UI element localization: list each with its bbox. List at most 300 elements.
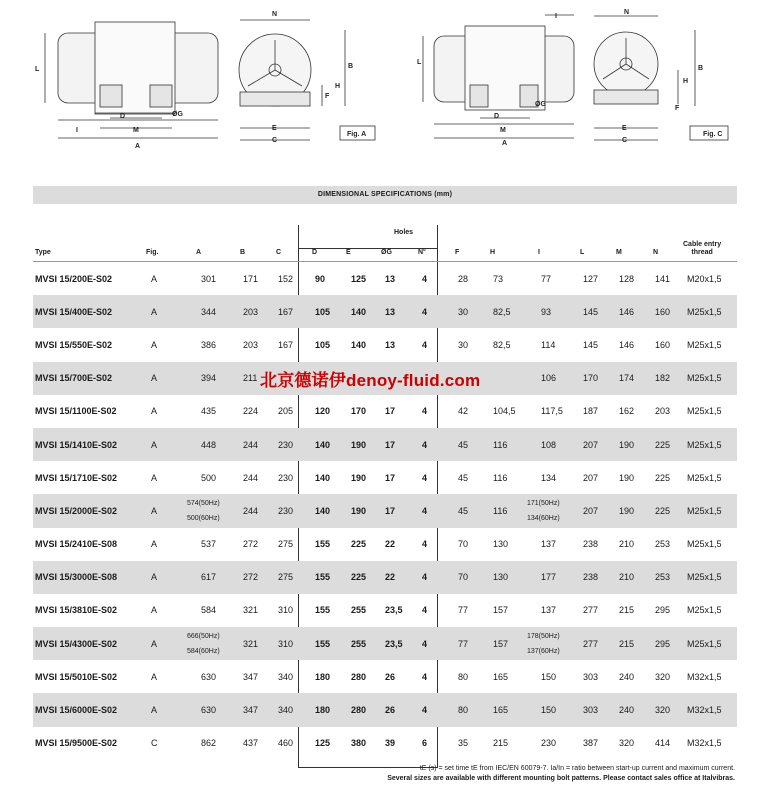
svg-text:F: F	[675, 105, 680, 112]
cell-i: 178(50Hz) 137(60Hz)	[527, 632, 560, 655]
cell-g: 23,5	[385, 638, 403, 649]
cell-c: 167	[278, 306, 294, 317]
cell-fig: A	[151, 671, 158, 682]
cell-g: 13	[385, 273, 396, 284]
cell-nh: 6	[422, 738, 428, 749]
cell-m: 174	[619, 373, 635, 384]
cell-type: MVSI 15/2000E-S02	[35, 505, 118, 516]
cell-l: 127	[583, 273, 599, 284]
cell-g: 13	[385, 306, 396, 317]
footnote-2: Several sizes are available with different mounting bolt patterns. Please contact sales office at Italvibras.	[387, 775, 735, 782]
cell-d: 140	[315, 505, 331, 516]
cell-h: 165	[493, 705, 509, 716]
cell-d: 180	[315, 705, 331, 716]
cell-f: 70	[458, 539, 469, 550]
cell-b: 347	[243, 671, 259, 682]
cell-a: 617	[201, 572, 217, 583]
cell-n: 320	[655, 705, 671, 716]
cell-m: 240	[619, 705, 635, 716]
cell-l: 187	[583, 406, 599, 417]
cell-d: 155	[315, 605, 331, 616]
header-i: I	[538, 249, 540, 256]
cell-fig: A	[151, 705, 158, 716]
header-c: C	[276, 249, 282, 256]
cell-fig: A	[151, 539, 158, 550]
cell-nh: 4	[422, 439, 428, 450]
cell-l: 207	[583, 439, 599, 450]
svg-text:B: B	[698, 65, 704, 72]
cell-b: 244	[243, 505, 259, 516]
cell-fig: A	[151, 572, 158, 583]
table-row	[33, 727, 737, 760]
cell-h: 165	[493, 671, 509, 682]
cell-b: 203	[243, 306, 259, 317]
cell-e: 280	[351, 705, 367, 716]
cell-f: 45	[458, 439, 469, 450]
cell-n: 225	[655, 472, 671, 483]
cell-b: 211	[243, 373, 258, 384]
cell-type: MVSI 15/5010E-S02	[35, 671, 118, 682]
cell-h: 104,5	[493, 406, 516, 417]
cell-a: 500	[201, 472, 217, 483]
cell-m: 190	[619, 439, 635, 450]
cell-d: 120	[315, 406, 331, 417]
fig-a-side-view	[45, 22, 218, 138]
cell-m: 215	[619, 638, 635, 649]
cell-type: MVSI 15/3810E-S02	[35, 605, 118, 616]
cell-nh: 4	[422, 572, 428, 583]
cell-i: 150	[541, 671, 557, 682]
cell-nh: 4	[422, 638, 428, 649]
cell-type: MVSI 15/1410E-S02	[35, 439, 118, 450]
header-type: Type	[35, 249, 51, 256]
cell-c: 275	[278, 572, 294, 583]
cell-cable: M25x1,5	[687, 605, 722, 616]
cell-h: 130	[493, 539, 509, 550]
cell-l: 207	[583, 472, 599, 483]
cell-h: 116	[493, 505, 508, 516]
cell-c: 310	[278, 605, 294, 616]
cell-a: 584	[201, 605, 217, 616]
cell-e: 190	[351, 439, 367, 450]
cell-i: 137	[541, 605, 557, 616]
cell-h: 82,5	[493, 306, 511, 317]
cell-nh: 4	[422, 339, 428, 350]
header-e: E	[346, 249, 351, 256]
cell-i: 77	[541, 273, 552, 284]
cell-g: 17	[385, 406, 396, 417]
cell-n: 160	[655, 339, 671, 350]
svg-text:M: M	[133, 127, 139, 134]
cell-fig: A	[151, 273, 158, 284]
cell-nh: 4	[422, 306, 428, 317]
cell-a: 666(50Hz) 584(60Hz)	[187, 632, 220, 655]
svg-text:D: D	[494, 113, 500, 120]
cell-fig: A	[151, 439, 158, 450]
table-row	[33, 428, 737, 461]
cell-e: 225	[351, 539, 367, 550]
cell-nh: 4	[422, 605, 428, 616]
cell-h: 157	[493, 638, 509, 649]
cell-nh: 4	[422, 505, 428, 516]
fig-c-label: Fig. C	[703, 131, 723, 138]
cell-cable: M25x1,5	[687, 539, 722, 550]
cell-b: 244	[243, 472, 259, 483]
header-fig: Fig.	[146, 249, 159, 256]
cell-nh: 4	[422, 406, 428, 417]
cell-g: 39	[385, 738, 396, 749]
cell-type: MVSI 15/200E-S02	[35, 273, 113, 284]
cell-c: 230	[278, 472, 294, 483]
svg-text:N: N	[272, 11, 278, 18]
table-row	[33, 395, 737, 428]
cell-a: 630	[201, 671, 217, 682]
table-body	[33, 262, 737, 760]
header-l: L	[580, 249, 585, 256]
svg-text:B: B	[348, 63, 354, 70]
table-row	[33, 660, 737, 693]
header-a: A	[196, 249, 202, 256]
svg-text:H: H	[335, 83, 341, 90]
cell-g: 26	[385, 705, 396, 716]
cell-b: 171	[243, 273, 259, 284]
header-f: F	[455, 249, 460, 256]
cell-d: 105	[315, 339, 331, 350]
cell-e: 255	[351, 605, 367, 616]
cell-c: 460	[278, 738, 294, 749]
svg-text:C: C	[272, 137, 278, 144]
cell-l: 277	[583, 605, 599, 616]
cell-c: 310	[278, 638, 294, 649]
header-g: ØG	[381, 249, 392, 256]
cell-m: 190	[619, 505, 635, 516]
cell-cable: M25x1,5	[687, 306, 722, 317]
cell-g: 17	[385, 505, 396, 516]
cell-d: 155	[315, 572, 331, 583]
cell-i: 134	[541, 472, 557, 483]
cell-l: 145	[583, 339, 599, 350]
cell-g: 13	[385, 339, 396, 350]
cell-l: 277	[583, 638, 599, 649]
cell-nh: 4	[422, 472, 428, 483]
cell-f: 30	[458, 339, 469, 350]
svg-text:A: A	[502, 140, 508, 147]
cell-type: MVSI 15/700E-S02	[35, 373, 113, 384]
cell-cable: M25x1,5	[687, 472, 722, 483]
cell-type: MVSI 15/550E-S02	[35, 339, 113, 350]
cell-i: 108	[541, 439, 557, 450]
cell-g: 17	[385, 439, 396, 450]
cell-l: 238	[583, 539, 599, 550]
cell-m: 215	[619, 605, 635, 616]
svg-text:M: M	[500, 127, 506, 134]
cell-g: 23,5	[385, 605, 403, 616]
table-row	[33, 262, 737, 295]
svg-text:C: C	[622, 137, 628, 144]
cell-g: 22	[385, 539, 396, 550]
cell-l: 145	[583, 306, 599, 317]
header-cable: Cable entry thread	[683, 241, 722, 256]
cell-a: 394	[201, 373, 217, 384]
cell-n: 414	[655, 738, 671, 749]
watermark: 北京德诺伊denoy-fluid.com	[260, 371, 481, 390]
cell-b: 203	[243, 339, 259, 350]
technical-drawings	[0, 0, 769, 150]
cell-cable: M32x1,5	[687, 738, 722, 749]
cell-f: 45	[458, 472, 469, 483]
cell-h: 116	[493, 439, 508, 450]
cell-fig: A	[151, 505, 158, 516]
cell-h: 215	[493, 738, 509, 749]
header-b: B	[240, 249, 246, 256]
cell-type: MVSI 15/6000E-S02	[35, 705, 118, 716]
cell-c: 230	[278, 505, 294, 516]
cell-i: 106	[541, 373, 557, 384]
cell-n: 203	[655, 406, 671, 417]
cell-i: 230	[541, 738, 557, 749]
cell-m: 240	[619, 671, 635, 682]
cell-f: 80	[458, 671, 469, 682]
table-row	[33, 594, 737, 627]
cell-n: 225	[655, 505, 671, 516]
cell-n: 253	[655, 572, 671, 583]
cell-f: 28	[458, 273, 469, 284]
svg-text:ØG: ØG	[172, 111, 183, 118]
cell-cable: M25x1,5	[687, 439, 722, 450]
cell-fig: A	[151, 605, 158, 616]
cell-a: 862	[201, 738, 217, 749]
cell-l: 170	[583, 373, 599, 384]
cell-fig: A	[151, 373, 158, 384]
cell-type: MVSI 15/9500E-S02	[35, 738, 118, 749]
cell-m: 146	[619, 306, 635, 317]
cell-f: 80	[458, 705, 469, 716]
cell-cable: M25x1,5	[687, 638, 722, 649]
table-row	[33, 295, 737, 328]
cell-h: 157	[493, 605, 509, 616]
cell-cable: M25x1,5	[687, 505, 722, 516]
cell-c: 152	[278, 273, 294, 284]
cell-f: 45	[458, 505, 469, 516]
cell-h: 73	[493, 273, 504, 284]
cell-cable: M32x1,5	[687, 705, 722, 716]
holes-label: Holes	[394, 229, 414, 236]
cell-e: 225	[351, 572, 367, 583]
spec-table	[33, 225, 737, 760]
cell-fig: A	[151, 472, 158, 483]
cell-d: 180	[315, 671, 331, 682]
cell-g: 17	[385, 472, 396, 483]
cell-i: 177	[541, 572, 557, 583]
header-m: M	[616, 249, 622, 256]
header-d: D	[312, 249, 318, 256]
svg-text:L: L	[35, 66, 40, 73]
fig-c-front-view	[594, 16, 728, 140]
cell-m: 190	[619, 472, 635, 483]
cell-e: 140	[351, 339, 367, 350]
cell-e: 125	[351, 273, 367, 284]
cell-type: MVSI 15/2410E-S08	[35, 539, 118, 550]
cell-h: 130	[493, 572, 509, 583]
cell-b: 272	[243, 572, 259, 583]
cell-b: 321	[243, 605, 259, 616]
table-row	[33, 328, 737, 361]
cell-d: 155	[315, 638, 331, 649]
cell-b: 347	[243, 705, 259, 716]
cell-n: 182	[655, 373, 671, 384]
cell-g: 26	[385, 671, 396, 682]
cell-a: 448	[201, 439, 217, 450]
cell-n: 295	[655, 605, 671, 616]
cell-b: 272	[243, 539, 259, 550]
cell-d: 105	[315, 306, 331, 317]
cell-cable: M25x1,5	[687, 373, 722, 384]
cell-type: MVSI 15/1100E-S02	[35, 406, 117, 417]
cell-e: 255	[351, 638, 367, 649]
cell-b: 244	[243, 439, 259, 450]
cell-e: 190	[351, 472, 367, 483]
svg-text:L: L	[417, 59, 422, 66]
cell-m: 128	[619, 273, 635, 284]
cell-m: 210	[619, 572, 635, 583]
table-row	[33, 693, 737, 726]
svg-text:I: I	[555, 13, 557, 20]
cell-m: 146	[619, 339, 635, 350]
cell-m: 210	[619, 539, 635, 550]
table-row	[33, 561, 737, 594]
cell-a: 344	[201, 306, 217, 317]
fig-a-front-view	[239, 20, 375, 140]
cell-c: 340	[278, 671, 294, 682]
cell-n: 320	[655, 671, 671, 682]
footnote-1: tE (s) = set time tE from IEC/EN 60079-7. Ia/In = ratio between start-up current and maximum current.	[419, 765, 735, 772]
svg-text:A: A	[135, 143, 141, 150]
cell-d: 155	[315, 539, 331, 550]
cell-cable: M20x1,5	[687, 273, 722, 284]
cell-l: 303	[583, 671, 599, 682]
cell-fig: A	[151, 638, 158, 649]
cell-i: 117,5	[541, 406, 563, 417]
cell-i: 171(50Hz) 134(60Hz)	[527, 499, 560, 522]
header-n-holes: N°	[418, 249, 426, 256]
cell-m: 320	[619, 738, 635, 749]
cell-f: 30	[458, 306, 469, 317]
cell-f: 77	[458, 605, 469, 616]
header-n: N	[653, 249, 659, 256]
cell-e: 190	[351, 505, 367, 516]
cell-fig: A	[151, 339, 158, 350]
cell-cable: M25x1,5	[687, 406, 722, 417]
cell-nh: 4	[422, 273, 428, 284]
cell-i: 114	[541, 339, 556, 350]
cell-f: 42	[458, 406, 469, 417]
cell-l: 238	[583, 572, 599, 583]
cell-f: 70	[458, 572, 469, 583]
cell-n: 253	[655, 539, 671, 550]
svg-text:I: I	[76, 127, 78, 134]
cell-e: 280	[351, 671, 367, 682]
cell-g: 22	[385, 572, 396, 583]
cell-c: 340	[278, 705, 294, 716]
cell-m: 162	[619, 406, 635, 417]
svg-text:ØG: ØG	[535, 101, 546, 108]
cell-c: 205	[278, 406, 294, 417]
cell-cable: M32x1,5	[687, 671, 722, 682]
table-row	[33, 627, 737, 660]
cell-d: 140	[315, 472, 331, 483]
cell-d: 125	[315, 738, 331, 749]
cell-b: 437	[243, 738, 259, 749]
cell-l: 303	[583, 705, 599, 716]
cell-type: MVSI 15/4300E-S02	[35, 638, 118, 649]
cell-l: 207	[583, 505, 599, 516]
cell-i: 137	[541, 539, 557, 550]
fig-a-label: Fig. A	[347, 131, 367, 138]
cell-nh: 4	[422, 539, 428, 550]
svg-text:E: E	[272, 125, 277, 132]
cell-d: 90	[315, 273, 326, 284]
cell-h: 116	[493, 472, 508, 483]
cell-cable: M25x1,5	[687, 572, 722, 583]
cell-h: 82,5	[493, 339, 511, 350]
cell-a: 537	[201, 539, 217, 550]
cell-c: 167	[278, 339, 294, 350]
cell-n: 225	[655, 439, 671, 450]
cell-e: 380	[351, 738, 367, 749]
header-h: H	[490, 249, 496, 256]
cell-a: 301	[201, 273, 217, 284]
cell-a: 574(50Hz) 500(60Hz)	[187, 499, 220, 522]
cell-type: MVSI 15/1710E-S02	[35, 472, 118, 483]
cell-f: 35	[458, 738, 469, 749]
svg-text:H: H	[683, 78, 689, 85]
svg-text:F: F	[325, 93, 330, 100]
cell-n: 295	[655, 638, 671, 649]
cell-fig: C	[151, 738, 158, 749]
cell-a: 435	[201, 406, 217, 417]
cell-type: MVSI 15/400E-S02	[35, 306, 113, 317]
cell-type: MVSI 15/3000E-S08	[35, 572, 118, 583]
svg-text:N: N	[624, 9, 630, 16]
cell-f: 77	[458, 638, 469, 649]
cell-n: 141	[655, 273, 671, 284]
cell-c: 275	[278, 539, 294, 550]
table-header	[33, 225, 737, 262]
cell-i: 150	[541, 705, 557, 716]
cell-l: 387	[583, 738, 599, 749]
specs-banner: DIMENSIONAL SPECIFICATIONS (mm)	[33, 186, 737, 204]
table-row	[33, 461, 737, 494]
cell-a: 630	[201, 705, 217, 716]
cell-c: 230	[278, 439, 294, 450]
cell-e: 140	[351, 306, 367, 317]
cell-b: 321	[243, 638, 259, 649]
cell-e: 170	[351, 406, 367, 417]
cell-cable: M25x1,5	[687, 339, 722, 350]
cell-i: 93	[541, 306, 552, 317]
cell-fig: A	[151, 306, 158, 317]
cell-fig: A	[151, 406, 158, 417]
svg-text:D: D	[120, 113, 126, 120]
table-row	[33, 528, 737, 561]
cell-d: 140	[315, 439, 331, 450]
cell-n: 160	[655, 306, 671, 317]
cell-b: 224	[243, 406, 259, 417]
cell-nh: 4	[422, 705, 428, 716]
svg-text:E: E	[622, 125, 627, 132]
cell-nh: 4	[422, 671, 428, 682]
cell-a: 386	[201, 339, 217, 350]
